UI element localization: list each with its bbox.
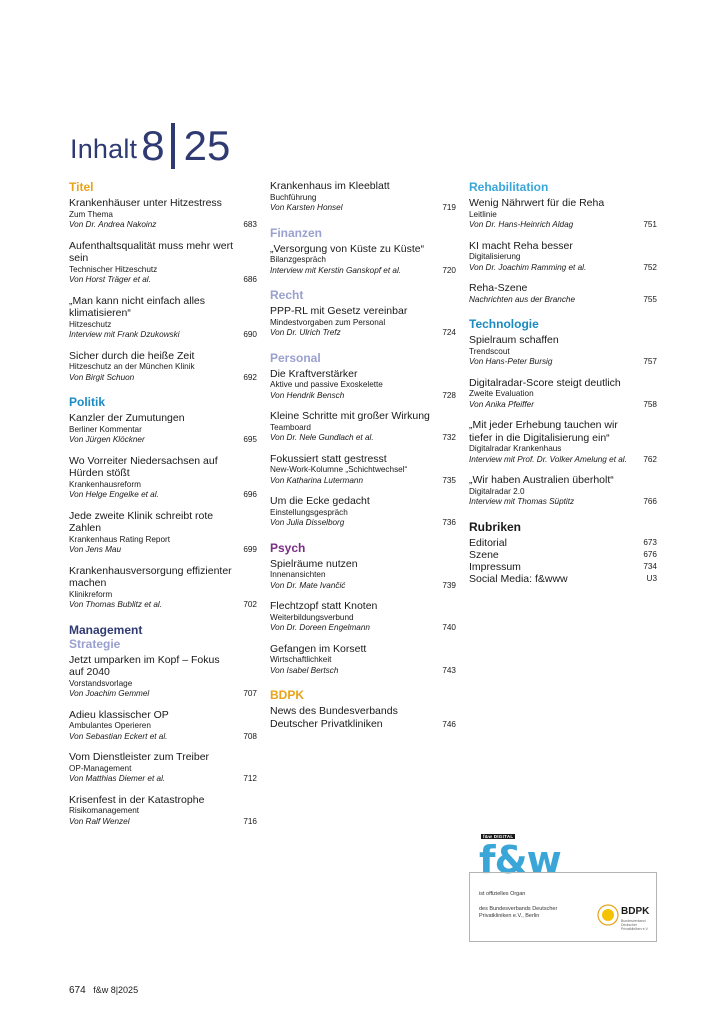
- entry-page-number: 699: [243, 545, 257, 554]
- entry-kicker: Wirtschaftlichkeit: [270, 655, 332, 664]
- entry-title: Wo Vorreiter Niedersachsen auf Hürden stößt: [69, 454, 218, 479]
- entry-author: Von Ralf Wenzel: [69, 816, 130, 826]
- entry-author: Von Hans-Peter Bursig: [469, 357, 553, 366]
- page-footer: [69, 985, 138, 996]
- entry-kicker: Weiterbildungsverbund: [270, 612, 354, 622]
- entry-page-number: 724: [442, 328, 456, 337]
- entry-page-number: 708: [243, 731, 257, 741]
- rubriken-item[interactable]: [469, 549, 657, 561]
- entry-page-number: 690: [243, 330, 257, 339]
- toc-entry[interactable]: [270, 705, 456, 730]
- entry-author: Von Julia Disselborg: [270, 518, 345, 527]
- entry-title: Kanzler der Zumutungen: [69, 412, 185, 424]
- entry-kicker: Trendscout: [469, 346, 510, 356]
- entry-title: Krankenhäuser unter Hitzestress: [69, 197, 222, 209]
- section-heading: Psych: [270, 540, 306, 555]
- toc-section: [270, 180, 456, 214]
- toc-entry[interactable]: [270, 495, 456, 529]
- entry-title: Krisenfest in der Katastrophe: [69, 793, 205, 806]
- toc-entry[interactable]: [270, 180, 456, 214]
- toc-entry[interactable]: [69, 794, 257, 828]
- entry-kicker: Berliner Kommentar: [69, 424, 142, 434]
- entry-title: Jetzt umparken im Kopf – Fokus auf 2040: [69, 653, 220, 678]
- toc-entry[interactable]: [270, 243, 456, 277]
- entry-author: Von Anika Pfeiffer: [469, 399, 534, 409]
- entry-page-number: 696: [243, 490, 257, 499]
- entry-title: Sicher durch die heiße Zeit: [69, 349, 195, 362]
- entry-kicker: Mindestvorgaben zum Personal: [270, 317, 386, 327]
- entry-author: Von Matthias Diemer et al.: [69, 774, 166, 783]
- entry-author: Interview mit Frank Dzukowski: [69, 330, 180, 339]
- entry-title: Aufenthaltsqualität muss mehr wert sein: [69, 239, 233, 264]
- entry-page-number: 716: [243, 816, 257, 826]
- toc-section: [469, 317, 657, 508]
- footer-issue: f&w 8|2025: [93, 985, 139, 995]
- entry-author: Von Helge Engelke et al.: [69, 490, 159, 499]
- entry-kicker: Hitzeschutz an der München Klinik: [69, 362, 195, 371]
- rubriken-label: Social Media: f&www: [469, 572, 568, 585]
- entry-page-number: 752: [643, 262, 657, 272]
- entry-author: Von Isabel Bertsch: [270, 665, 339, 675]
- entry-page-number: 695: [243, 435, 257, 444]
- entry-author: Von Dr. Mate Ivančić: [270, 580, 346, 590]
- entry-kicker: Bilanzgespräch: [270, 255, 326, 264]
- entry-kicker: Technischer Hitzeschutz: [69, 264, 158, 274]
- masthead-divider: [171, 123, 175, 169]
- entry-page-number: 712: [243, 774, 257, 783]
- toc-section: [69, 623, 257, 828]
- entry-page-number: 758: [643, 399, 657, 409]
- toc-entry[interactable]: [69, 709, 257, 743]
- section-heading-rubriken: Rubriken: [469, 519, 522, 534]
- entry-kicker: Teamboard: [270, 422, 311, 432]
- toc-section: [270, 226, 456, 277]
- toc-section: [270, 541, 456, 677]
- rubriken-label: Szene: [469, 548, 499, 561]
- entry-title: Spielräume nutzen: [270, 557, 358, 570]
- entry-title: Gefangen im Korsett: [270, 642, 367, 655]
- toc-entry[interactable]: [270, 643, 456, 677]
- entry-author: Von Jens Mau: [69, 545, 122, 554]
- section-heading: Recht: [270, 288, 304, 302]
- rubriken-page: 673: [643, 537, 657, 547]
- toc-entry[interactable]: [469, 240, 657, 274]
- toc-entry[interactable]: [469, 334, 657, 368]
- entry-kicker: Ambulantes Operieren: [69, 721, 151, 730]
- entry-page-number: 702: [243, 600, 257, 609]
- toc-entry[interactable]: [69, 240, 257, 286]
- toc-entry[interactable]: [469, 377, 657, 411]
- section-heading: Personal: [270, 350, 321, 365]
- toc-entry[interactable]: [270, 305, 456, 339]
- rubriken-item[interactable]: [469, 537, 657, 549]
- rubriken-block: [469, 520, 657, 585]
- fw-logo: f&w: [479, 838, 561, 882]
- entry-kicker: Hitzeschutz: [69, 319, 112, 329]
- rubriken-page: U3: [646, 573, 657, 583]
- entry-author: Nachrichten aus der Branche: [469, 294, 576, 304]
- entry-page-number: 757: [643, 357, 657, 366]
- section-heading: Management: [69, 622, 143, 637]
- toc-entry[interactable]: [469, 419, 657, 465]
- toc-column-1: [69, 180, 257, 839]
- toc-entry[interactable]: [270, 410, 456, 444]
- section-heading: Rehabilitation: [469, 180, 549, 194]
- toc-entry[interactable]: [69, 350, 257, 384]
- entry-page-number: 707: [243, 689, 257, 698]
- entry-page-number: 755: [643, 294, 657, 304]
- toc-entry[interactable]: [469, 197, 657, 231]
- entry-author: Von Dr. Doreen Engelmann: [270, 623, 370, 632]
- masthead-year: 25: [183, 122, 231, 169]
- masthead-issue: 8: [141, 122, 165, 169]
- logo-tag: f&w DIGITAL: [483, 834, 514, 839]
- entry-title: „Mit jeder Erhebung tauchen wir tiefer in die Digitalisierung ein“: [469, 419, 618, 444]
- entry-title: News des Bundesverbands Deutscher Privatkliniken: [270, 705, 398, 730]
- section-heading: Politik: [69, 395, 106, 409]
- toc-column-3-sections: [469, 180, 657, 508]
- rubriken-label: Editorial: [469, 536, 507, 549]
- entry-kicker: Klinikreform: [69, 589, 113, 599]
- entry-title: Krankenhausversorgung effizienter machen: [69, 564, 232, 589]
- toc-entry[interactable]: [69, 751, 257, 785]
- entry-page-number: 732: [442, 433, 456, 442]
- entry-title: KI macht Reha besser: [469, 239, 573, 252]
- entry-kicker: Zweite Evaluation: [469, 389, 534, 398]
- entry-title: PPP-RL mit Gesetz vereinbar: [270, 305, 408, 317]
- entry-kicker: Risikomanagement: [69, 806, 140, 815]
- toc-entry[interactable]: [69, 654, 257, 700]
- entry-page-number: 686: [243, 275, 257, 284]
- entry-author: Von Sebastian Eckert et al.: [69, 731, 168, 741]
- entry-title: Digitalradar-Score steigt deutlich: [469, 376, 621, 389]
- entry-author: Von Dr. Nele Gundlach et al.: [270, 433, 374, 442]
- entry-title: Wenig Nährwert für die Reha: [469, 197, 605, 209]
- entry-page-number: 728: [442, 390, 456, 400]
- toc-section: [469, 180, 657, 305]
- entry-author: Von Thomas Bublitz et al.: [69, 600, 162, 609]
- entry-title: Kleine Schritte mit großer Wirkung: [270, 410, 430, 422]
- entry-kicker: Aktive und passive Exoskelette: [270, 380, 383, 389]
- entry-kicker: OP-Management: [69, 763, 132, 773]
- bdpk-logo: BDPK: [621, 906, 650, 917]
- rubriken-item[interactable]: [469, 573, 657, 585]
- toc-entry[interactable]: [69, 455, 257, 501]
- entry-title: Spielraum schaffen: [469, 334, 559, 346]
- toc-entry[interactable]: [270, 558, 456, 592]
- entry-page-number: 720: [442, 265, 456, 275]
- entry-kicker: Digitalisierung: [469, 252, 521, 261]
- rubriken-label: Impressum: [469, 560, 521, 573]
- entry-kicker: New-Work-Kolumne „Schichtwechsel“: [270, 465, 408, 474]
- toc-entry[interactable]: [69, 197, 257, 231]
- toc-entry[interactable]: [270, 453, 456, 487]
- entry-author: Interview mit Kerstin Ganskopf et al.: [270, 265, 402, 275]
- entry-title: Vom Dienstleister zum Treiber: [69, 751, 210, 763]
- section-subheading: Strategie: [69, 636, 121, 651]
- bdpk-sun-icon: [597, 904, 619, 926]
- masthead-word: Inhalt: [70, 133, 138, 164]
- entry-page-number: 766: [643, 497, 657, 506]
- section-heading: Titel: [69, 180, 94, 194]
- entry-page-number: 740: [442, 623, 456, 632]
- toc-entry[interactable]: [469, 474, 657, 508]
- entry-kicker: Digitalradar 2.0: [469, 486, 525, 496]
- entry-title: Adieu klassischer OP: [69, 708, 169, 721]
- entry-author: Von Birgit Schuon: [69, 372, 135, 382]
- section-heading: Finanzen: [270, 225, 323, 240]
- entry-page-number: 719: [442, 203, 456, 212]
- entry-title: Jede zweite Klinik schreibt rote Zahlen: [69, 509, 214, 534]
- entry-kicker: Einstellungsgespräch: [270, 507, 348, 517]
- entry-title: Um die Ecke gedacht: [270, 495, 370, 507]
- entry-kicker: Vorstandsvorlage: [69, 678, 133, 688]
- entry-title: Reha-Szene: [469, 282, 528, 294]
- entry-author: Von Dr. Joachim Ramming et al.: [469, 262, 587, 272]
- entry-title: „Wir haben Australien überholt“: [469, 474, 614, 486]
- logo-organ-text: ist offizielles Organ: [479, 891, 526, 897]
- entry-page-number: 746: [442, 719, 456, 729]
- toc-column-3: [469, 180, 657, 597]
- entry-page-number: 736: [442, 518, 456, 527]
- entry-page-number: 739: [442, 580, 456, 590]
- entry-title: Flechtzopf statt Knoten: [270, 600, 378, 612]
- entry-author: Interview mit Prof. Dr. Volker Amelung et al.: [469, 454, 627, 464]
- toc-section: [270, 351, 456, 529]
- toc-entry[interactable]: [270, 600, 456, 634]
- entry-author: Von Dr. Hans-Heinrich Aldag: [469, 220, 574, 229]
- entry-kicker: Leitlinie: [469, 209, 497, 219]
- entry-kicker: Zum Thema: [69, 209, 113, 219]
- toc-entry[interactable]: [69, 295, 257, 341]
- entry-kicker: Buchführung: [270, 192, 317, 202]
- bdpk-logo-subtext: Bundesverband Deutscher Privatkliniken e.V.: [621, 919, 649, 931]
- entry-kicker: Krankenhaus Rating Report: [69, 534, 171, 544]
- entry-page-number: 743: [442, 665, 456, 675]
- entry-author: Von Dr. Andrea Nakoinz: [69, 220, 157, 229]
- rubriken-item[interactable]: [469, 561, 657, 573]
- toc-section: [69, 395, 257, 611]
- toc-entry[interactable]: [69, 412, 257, 446]
- rubriken-page: 734: [643, 561, 657, 571]
- entry-author: Von Jürgen Klöckner: [69, 435, 145, 444]
- masthead: [70, 116, 230, 176]
- entry-author: Von Karsten Honsel: [270, 203, 343, 212]
- section-heading: BDPK: [270, 688, 305, 702]
- toc-column-2: [270, 180, 456, 742]
- entry-author: Von Horst Träger et al.: [69, 275, 151, 284]
- footer-page-number: 674: [69, 985, 86, 996]
- fw-logo-box: [469, 834, 659, 942]
- entry-page-number: 692: [243, 372, 257, 382]
- toc-section: [270, 288, 456, 339]
- toc-section: [270, 688, 456, 730]
- rubriken-page: 676: [643, 549, 657, 559]
- entry-page-number: 751: [643, 220, 657, 229]
- entry-author: Von Joachim Gemmel: [69, 689, 150, 698]
- entry-title: Die Kraftverstärker: [270, 367, 358, 380]
- entry-author: Von Hendrik Bensch: [270, 390, 345, 400]
- entry-title: „Man kann nicht einfach alles klimatisieren“: [69, 294, 205, 319]
- entry-kicker: Digitalradar Krankenhaus: [469, 444, 562, 453]
- section-heading: Technologie: [469, 317, 539, 331]
- toc-entry[interactable]: [469, 282, 657, 305]
- toc-section: [69, 180, 257, 383]
- logo-association-text: des Bundesverbands Deutscher Privatkliniken e.V., Berlin: [479, 906, 558, 919]
- toc-entry[interactable]: [69, 510, 257, 556]
- entry-page-number: 735: [442, 475, 456, 485]
- rubriken-list: [469, 537, 657, 585]
- entry-kicker: Krankenhausreform: [69, 479, 141, 489]
- toc-entry[interactable]: [69, 565, 257, 611]
- entry-author: Interview mit Thomas Süptitz: [469, 497, 575, 506]
- entry-kicker: Innenansichten: [270, 570, 326, 579]
- entry-page-number: 762: [643, 454, 657, 464]
- entry-author: Von Dr. Ulrich Trefz: [270, 328, 341, 337]
- entry-author: Von Katharina Lutermann: [270, 475, 364, 485]
- toc-entry[interactable]: [270, 368, 456, 402]
- entry-title: Fokussiert statt gestresst: [270, 452, 387, 465]
- entry-title: Krankenhaus im Kleeblatt: [270, 180, 390, 192]
- entry-page-number: 683: [243, 220, 257, 229]
- entry-title: „Versorgung von Küste zu Küste“: [270, 242, 425, 255]
